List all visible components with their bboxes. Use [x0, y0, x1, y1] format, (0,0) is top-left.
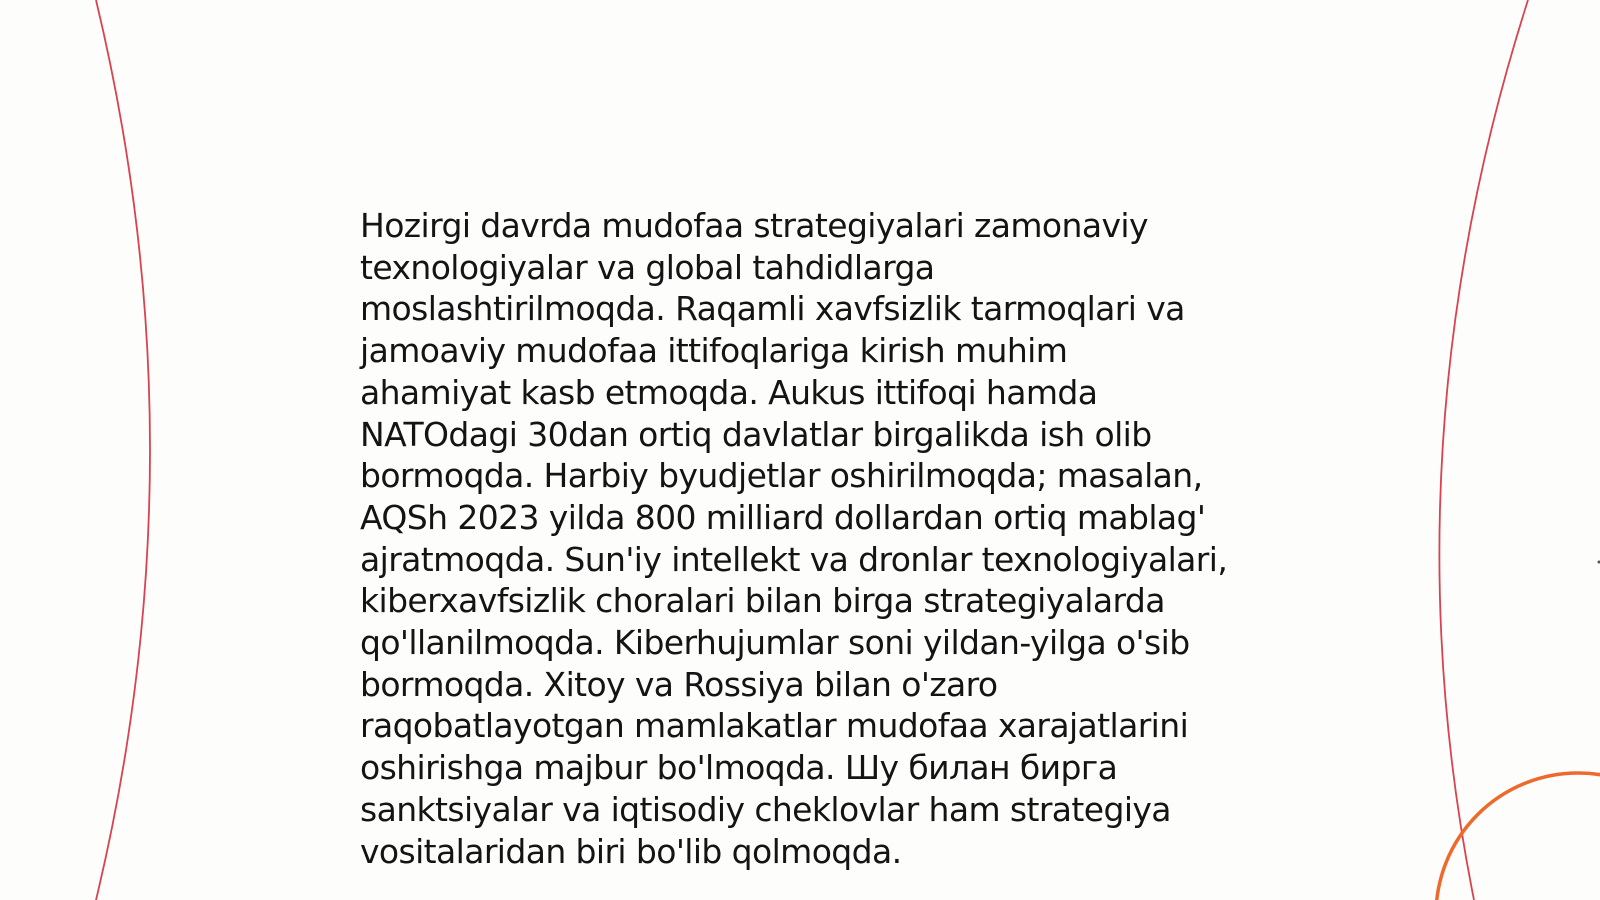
paragraph-line: oshirishga majbur bo'lmoqda. Шу билан бирга: [360, 748, 1118, 788]
paragraph-line: raqobatlayotgan mamlakatlar mudofaa xarajatlarini: [360, 706, 1189, 746]
paragraph-line: jamoaviy mudofaa ittifoqlariga kirish muhim: [360, 331, 1068, 371]
paragraph-line: moslashtirilmoqda. Raqamli xavfsizlik tarmoqlari va: [360, 289, 1185, 329]
orange-circle-icon: [1436, 773, 1600, 900]
paragraph-line: AQSh 2023 yilda 800 milliard dollardan ortiq mablag': [360, 497, 1206, 537]
paragraph-line: ajratmoqda. Sun'iy intellekt va dronlar texnologiyalari,: [360, 539, 1228, 579]
paragraph-line: vositalaridan biri bo'lib qolmoqda.: [360, 831, 902, 871]
paragraph-line: Hozirgi davrda mudofaa strategiyalari zamonaviy: [360, 206, 1148, 245]
paragraph-line: sanktsiyalar va iqtisodiy cheklovlar ham strategiya: [360, 789, 1171, 829]
body-paragraph: [360, 205, 1260, 872]
left-arc-icon: [96, 0, 150, 900]
right-arc-icon: [1439, 0, 1528, 900]
paragraph-line: ahamiyat kasb etmoqda. Aukus ittifoqi hamda: [360, 372, 1098, 412]
paragraph-line: kiberxavfsizlik choralari bilan birga strategiyalarda: [360, 581, 1165, 621]
paragraph-line: NATOdagi 30dan ortiq davlatlar birgalikda ish olib: [360, 414, 1152, 454]
paragraph-line: qo'llanilmoqda. Kiberhujumlar soni yildan-yilga o'sib: [360, 623, 1190, 663]
paragraph-line: texnologiyalar va global tahdidlarga: [360, 247, 935, 287]
paragraph-line: bormoqda. Harbiy byudjetlar oshirilmoqda; masalan,: [360, 456, 1203, 496]
paragraph-line: bormoqda. Xitoy va Rossiya bilan o'zaro: [360, 664, 998, 704]
